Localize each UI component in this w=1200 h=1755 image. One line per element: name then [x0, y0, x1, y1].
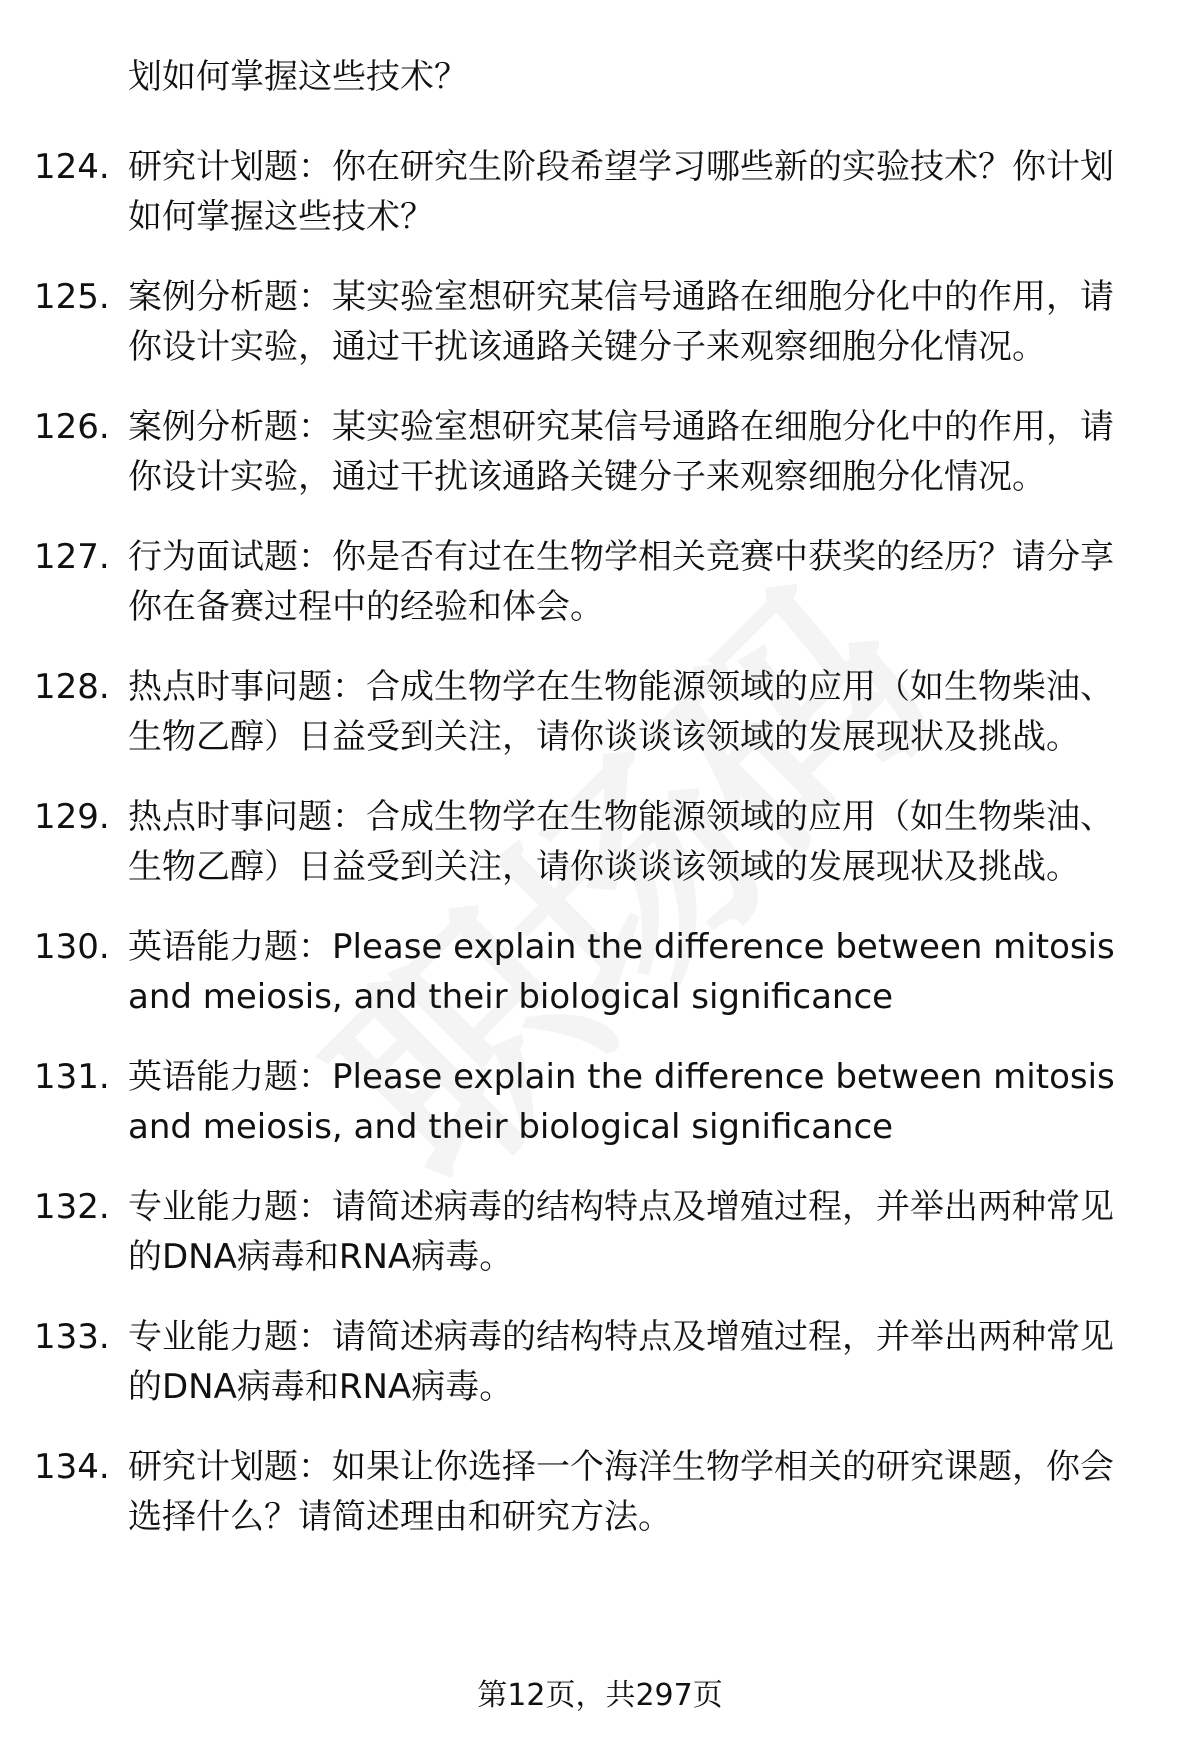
question-number: 128.: [34, 667, 110, 707]
question-item: [0, 1052, 1200, 1152]
question-number: 124.: [34, 147, 110, 187]
question-number: 126.: [34, 407, 110, 447]
question-list: [0, 142, 1200, 1572]
question-text: 案例分析题：某实验室想研究某信号通路在细胞分化中的作用，请你设计实验，通过干扰该通路关键分子来观察细胞分化情况。: [128, 407, 1114, 497]
question-item: [0, 532, 1200, 632]
question-number: 131.: [34, 1057, 110, 1097]
question-text: 热点时事问题：合成生物学在生物能源领域的应用（如生物柴油、生物乙醇）日益受到关注，请你谈谈该领域的发展现状及挑战。: [128, 797, 1114, 887]
question-text: 行为面试题：你是否有过在生物学相关竞赛中获奖的经历？请分享你在备赛过程中的经验和体会。: [128, 537, 1114, 627]
question-text: 案例分析题：某实验室想研究某信号通路在细胞分化中的作用，请你设计实验，通过干扰该通路关键分子来观察细胞分化情况。: [128, 277, 1114, 367]
continued-question-text: 划如何掌握这些技术？: [128, 57, 468, 97]
question-number: 127.: [34, 537, 110, 577]
question-number: 130.: [34, 927, 110, 967]
question-item: [0, 142, 1200, 242]
question-number: 129.: [34, 797, 110, 837]
question-text: 研究计划题：如果让你选择一个海洋生物学相关的研究课题，你会选择什么？请简述理由和研究方法。: [128, 1447, 1114, 1537]
question-text: 研究计划题：你在研究生阶段希望学习哪些新的实验技术？你计划如何掌握这些技术？: [128, 147, 1114, 237]
question-number: 132.: [34, 1187, 110, 1227]
question-text: 英语能力题：Please explain the difference between mitosis and meiosis, and their biological significance: [128, 927, 1115, 1017]
question-text: 英语能力题：Please explain the difference between mitosis and meiosis, and their biological significance: [128, 1057, 1115, 1147]
question-item: [0, 1442, 1200, 1542]
page-footer: 第12页，共297页: [477, 1678, 723, 1713]
question-item: [0, 922, 1200, 1022]
question-item: [0, 792, 1200, 892]
question-text: 热点时事问题：合成生物学在生物能源领域的应用（如生物柴油、生物乙醇）日益受到关注，请你谈谈该领域的发展现状及挑战。: [128, 667, 1114, 757]
question-item: [0, 402, 1200, 502]
question-number: 125.: [34, 277, 110, 317]
question-text: 专业能力题：请简述病毒的结构特点及增殖过程，并举出两种常见的DNA病毒和RNA病毒。: [128, 1187, 1114, 1277]
question-item: [0, 662, 1200, 762]
question-text: 专业能力题：请简述病毒的结构特点及增殖过程，并举出两种常见的DNA病毒和RNA病毒。: [128, 1317, 1114, 1407]
question-item: [0, 1312, 1200, 1412]
question-number: 133.: [34, 1317, 110, 1357]
question-number: 134.: [34, 1447, 110, 1487]
question-item: [0, 1182, 1200, 1282]
question-item: [0, 272, 1200, 372]
